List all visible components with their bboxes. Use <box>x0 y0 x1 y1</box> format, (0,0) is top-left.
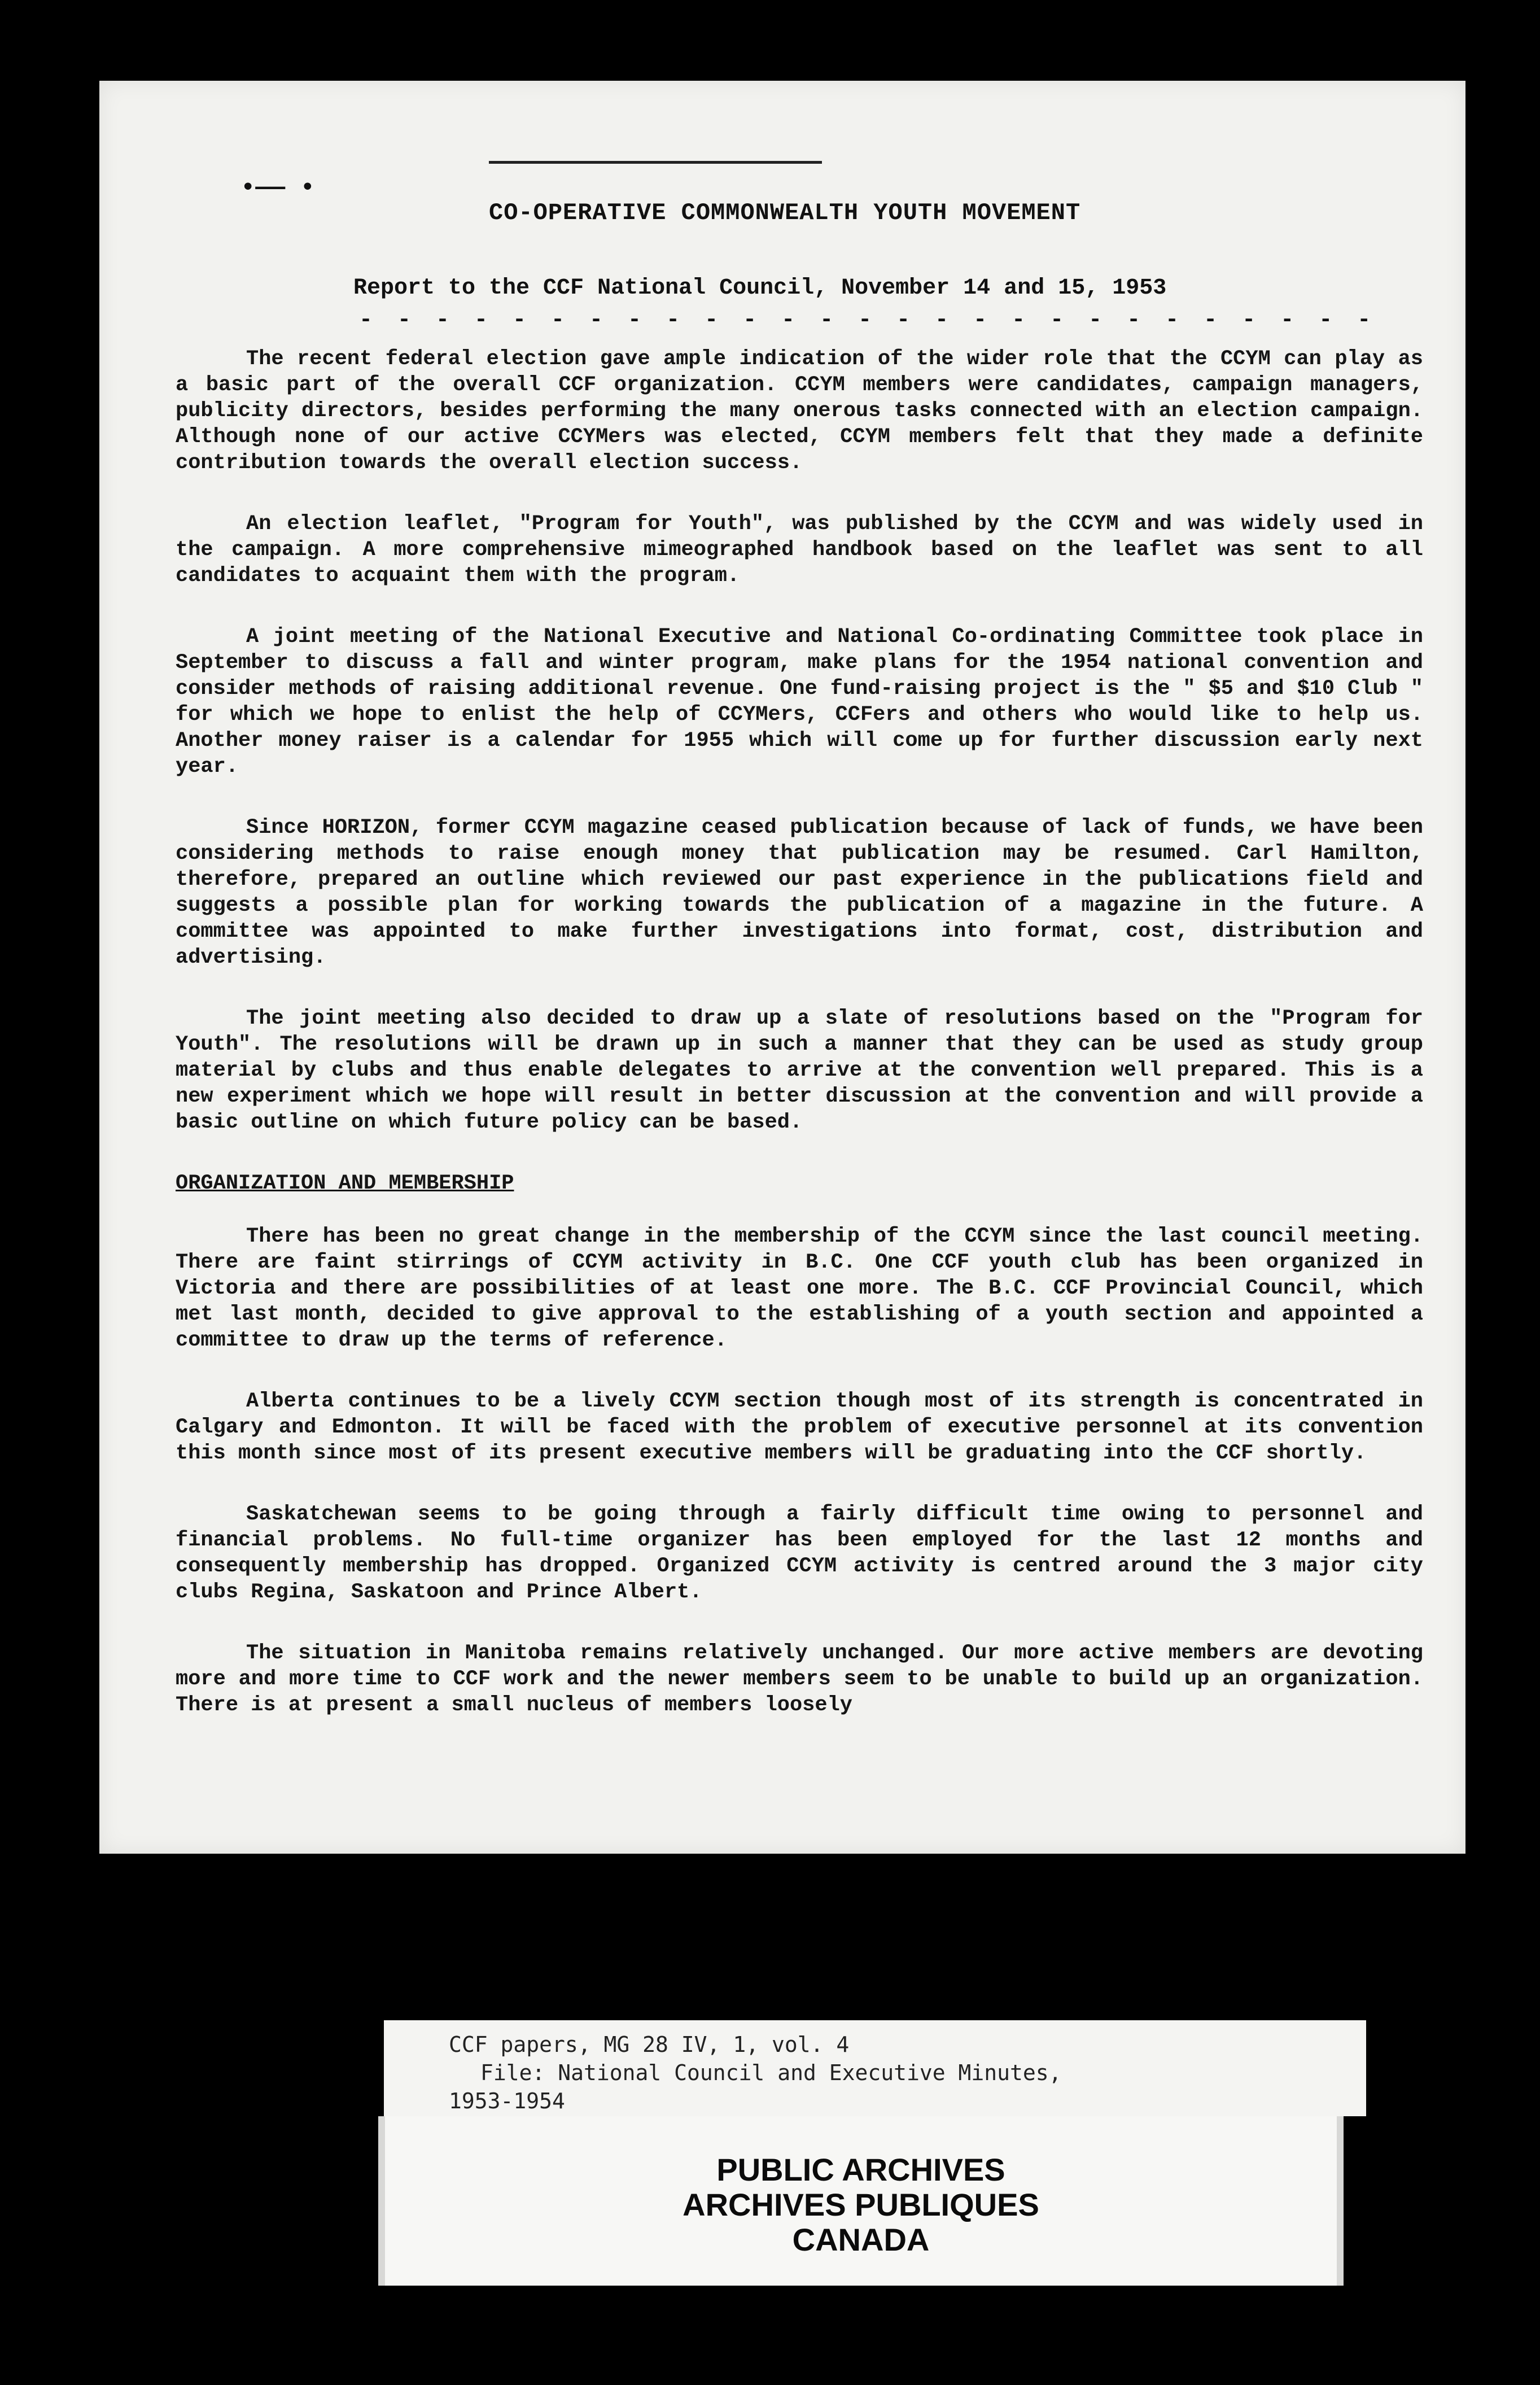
section-heading: ORGANIZATION AND MEMBERSHIP <box>176 1172 514 1195</box>
document-body <box>176 346 1423 1753</box>
document-page <box>99 81 1465 1854</box>
document-subtitle: Report to the CCF National Council, November 14 and 15, 1953 <box>353 276 1167 301</box>
stamp-line: PUBLIC ARCHIVES <box>716 2152 1005 2187</box>
paragraph: Since HORIZON, former CCYM magazine ceased publication because of lack of funds, we have been considering methods to raise enough money that publication may be resumed. Carl Hamilton, therefore, prepared an outline which reviewed our past experience in the publications field and suggests a possible plan for working towards the publication of a magazine in the future. A committee was appointed to make further investigations into format, cost, distribution and advertising. <box>176 816 1423 969</box>
paragraph: There has been no great change in the membership of the CCYM since the last council meeting. There are faint stirrings of CCYM activity in B.C. One CCF youth club has been organized in Victoria and there are possibilities of at least one more. The B.C. CCF Provincial Council, which met last month, decided to give approval to the establishing of a youth section and appointed a committee to draw up the terms of reference. <box>176 1225 1423 1352</box>
paragraph: Alberta continues to be a lively CCYM section though most of its strength is concentrated in Calgary and Edmonton. It will be faced with the problem of executive personnel at its convention this month since most of its present executive members will be graduating into the CCF shortly. <box>176 1390 1423 1465</box>
stamp-line: ARCHIVES PUBLIQUES <box>683 2187 1039 2222</box>
archives-stamp <box>378 2116 1344 2286</box>
paragraph: The recent federal election gave ample indication of the wider role that the CCYM can play as a basic part of the overall CCF organization. CCYM members were candidates, campaign managers, publicity directors, besides performing the many onerous tasks connected with an election campaign. Although none of our active CCYMers was elected, CCYM members felt that they made a definite contribution towards the overall election success. <box>176 347 1423 475</box>
archive-label-line: CCF papers, MG 28 IV, 1, vol. 4 <box>449 2032 850 2057</box>
paragraph: Saskatchewan seems to be going through a fairly difficult time owing to personnel and financial problems. No full-time organizer has been employed for the last 12 months and consequently membership has dropped. Organized CCYM activity is centred around the 3 major city clubs Regina, Saskatoon and Prince Albert. <box>176 1502 1423 1604</box>
corner-mark: •—— • <box>240 174 316 202</box>
stamp-line: CANADA <box>792 2222 930 2257</box>
paragraph: The situation in Manitoba remains relatively unchanged. Our more active members are devoting more and more time to CCF work and the newer members seem to be unable to build up an organization. There is at present a small nucleus of members loosely <box>176 1641 1423 1717</box>
archive-label-line: File: National Council and Executive Minutes, <box>480 2060 1062 2085</box>
archive-label-line: 1953-1954 <box>449 2089 565 2113</box>
title-overline <box>489 161 822 164</box>
paragraph: The joint meeting also decided to draw up a slate of resolutions based on the "Program for Youth". The resolutions will be drawn up in such a manner that they can be used as study group material by clubs and thus enable delegates to arrive at the convention well prepared. This is a new experiment which we hope will result in better discussion at the convention and will provide a basic outline on which future policy can be based. <box>176 1007 1423 1134</box>
subtitle-underline-dashes: - - - - - - - - - - - - - - - - - - - - - - - - - - - <box>359 308 1377 333</box>
paragraph: A joint meeting of the National Executive and National Co-ordinating Committee took place in September to discuss a fall and winter program, make plans for the 1954 national convention and consider methods of raising additional revenue. One fund-raising project is the " $5 and $10 Club " for which we hope to enlist the help of CCYMers, CCFers and others who would like to help us. Another money raiser is a calendar for 1955 which will come up for further discussion early next year. <box>176 625 1423 779</box>
archive-reference-label <box>384 2020 1366 2116</box>
paragraph: An election leaflet, "Program for Youth", was published by the CCYM and was widely used in the campaign. A more comprehensive mimeographed handbook based on the leaflet was sent to all candidates to acquaint them with the program. <box>176 512 1423 588</box>
document-title: CO-OPERATIVE COMMONWEALTH YOUTH MOVEMENT <box>489 199 1081 226</box>
